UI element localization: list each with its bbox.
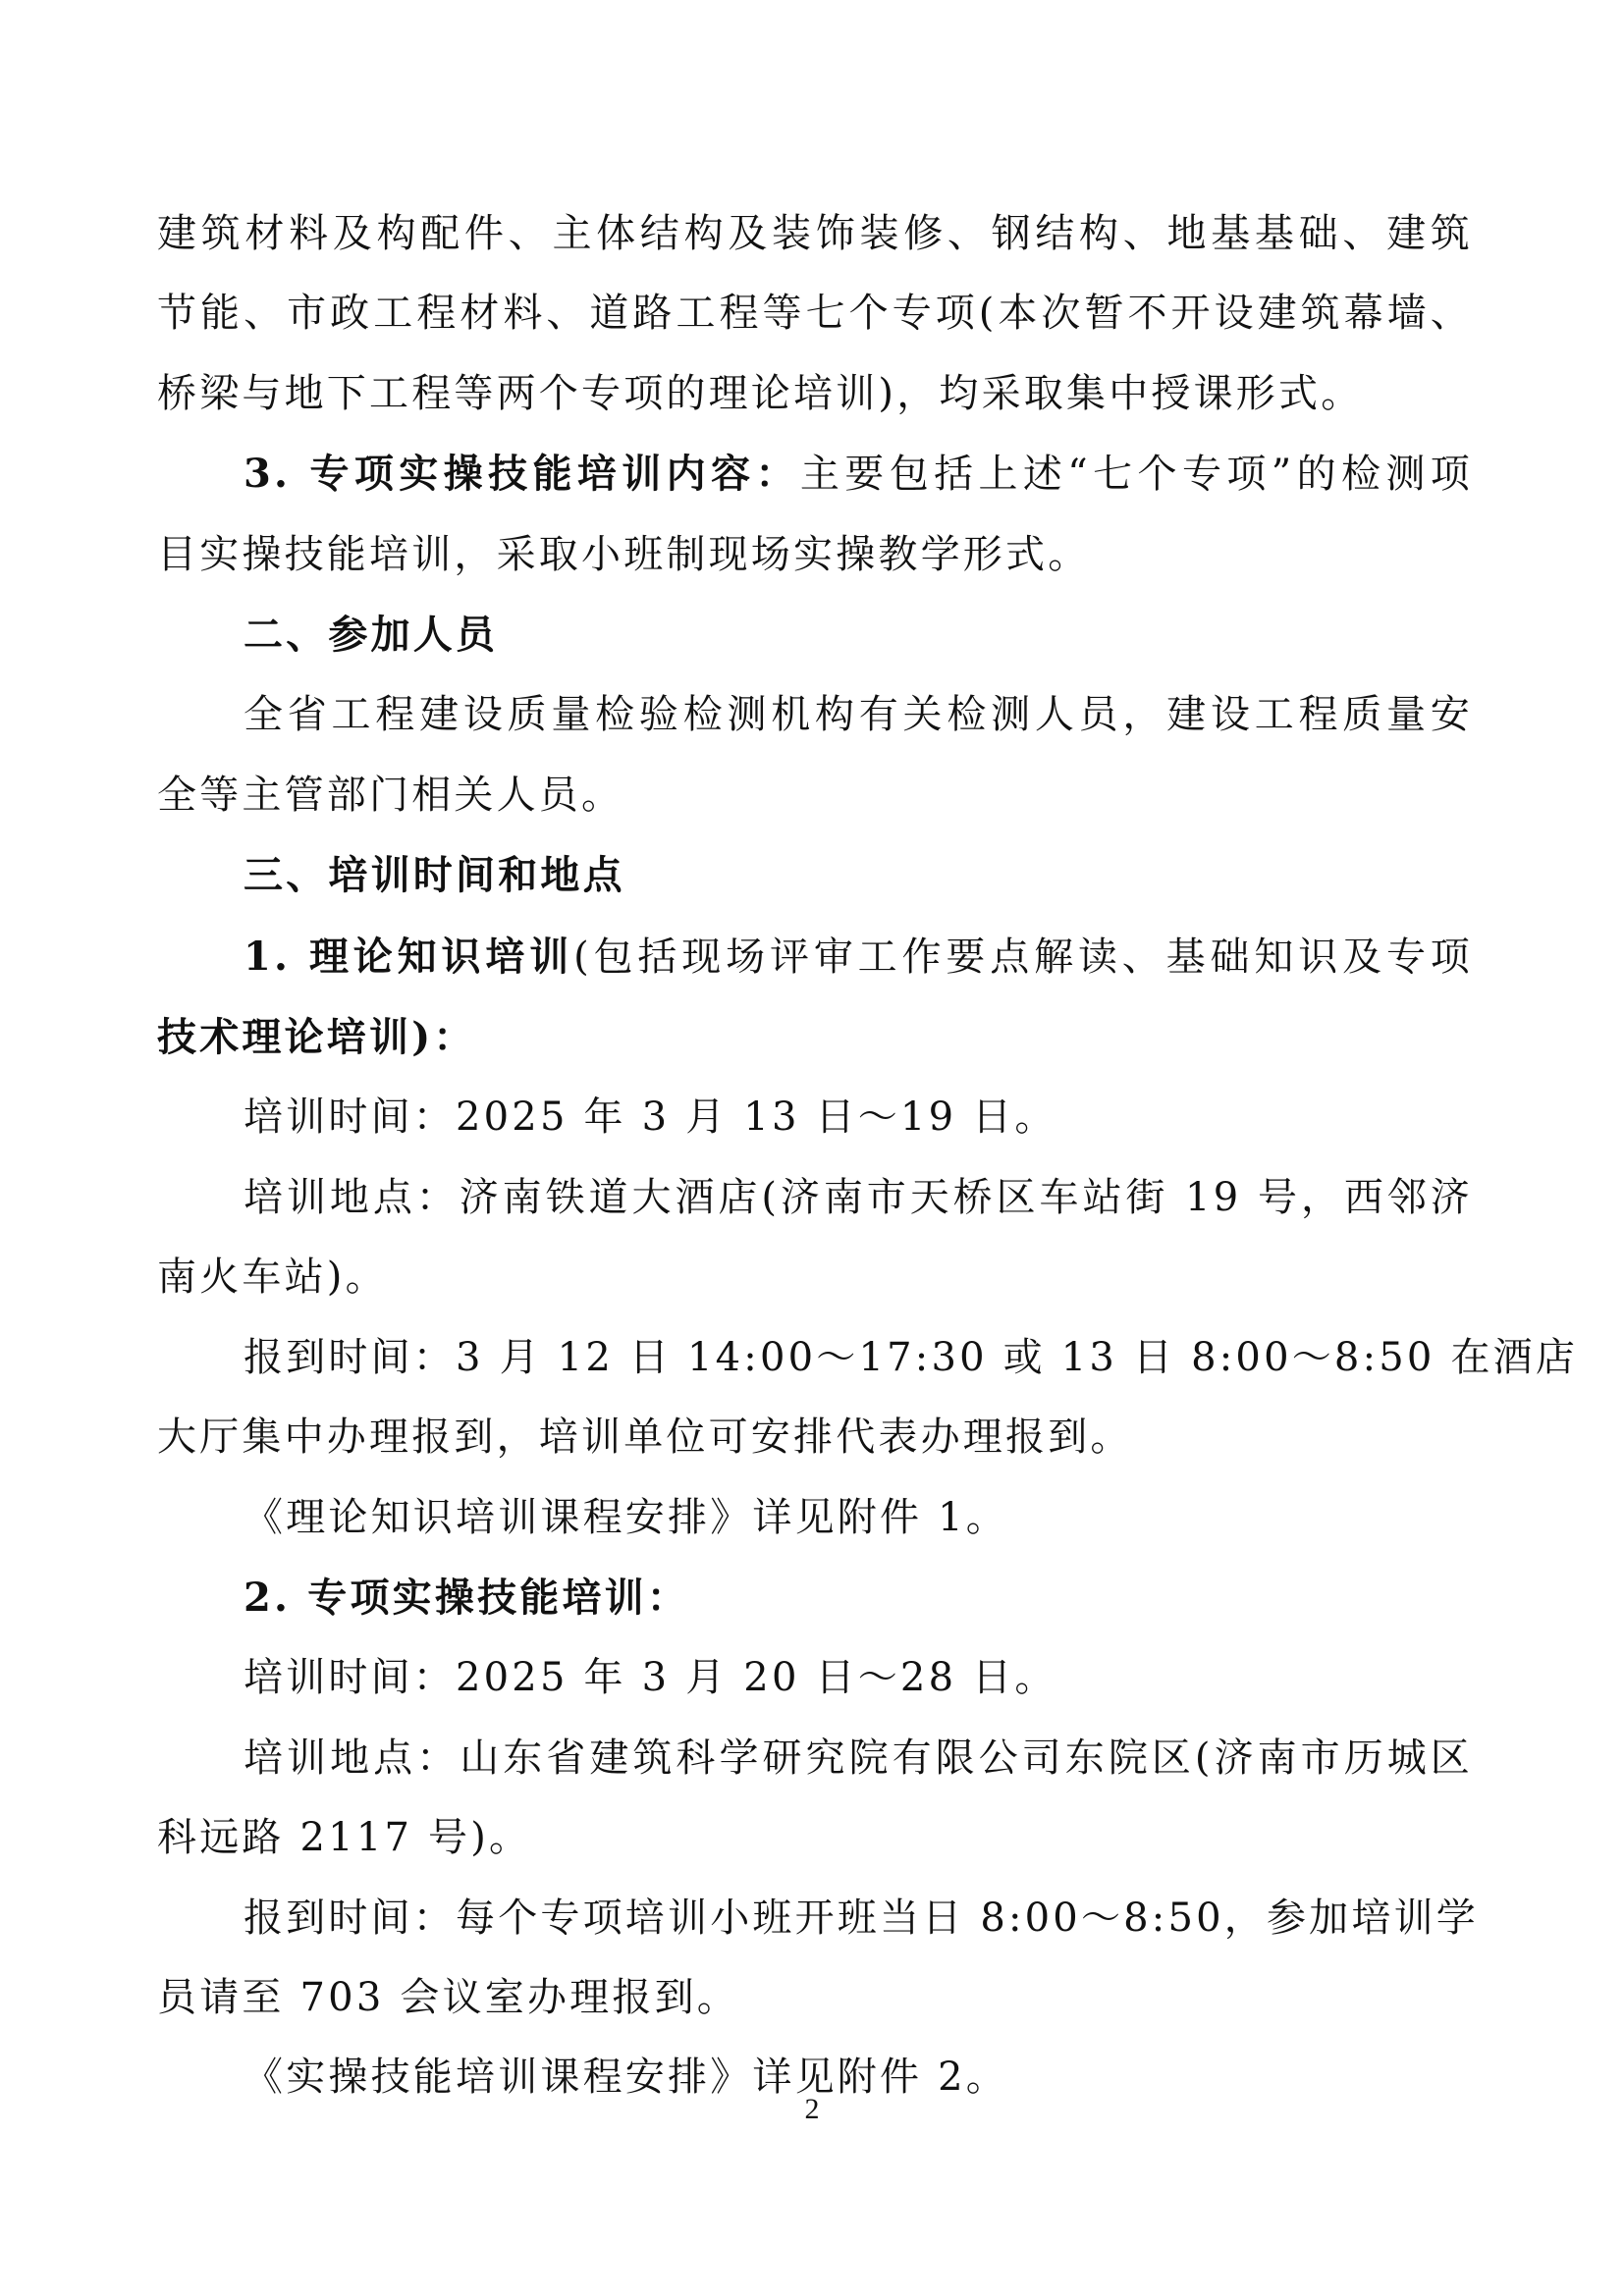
- text-line: [157, 595, 1473, 675]
- text-line: [157, 1078, 1473, 1157]
- text-line: [157, 835, 1473, 916]
- line-text: 建筑材料及构配件、主体结构及装饰装修、钢结构、地基基础、建筑: [157, 211, 1473, 256]
- line-text: 南火车站)。: [157, 1255, 388, 1301]
- line-text: 员请至 703 会议室办理报到。: [157, 1974, 739, 2020]
- line-text: 大厅集中办理报到，培训单位可安排代表办理报到。: [157, 1415, 1133, 1461]
- line-text: (包括现场评审工作要点解读、基础知识及专项: [573, 934, 1473, 980]
- line-text: 培训地点：山东省建筑科学研究院有限公司东院区(济南市历城区: [244, 1735, 1473, 1781]
- line-text: 《实操技能培训课程安排》详见附件 2。: [244, 2055, 1008, 2101]
- text-line: [157, 1638, 1473, 1718]
- line-text: 全等主管部门相关人员。: [157, 772, 624, 818]
- text-line: [157, 1158, 1473, 1238]
- text-line: [157, 434, 1473, 514]
- text-line: [157, 1318, 1579, 1398]
- bold-heading: 三、培训时间和地点: [244, 852, 625, 899]
- line-text: 报到时间：3 月 12 日 14:00～17:30 或 13 日 8:00～8:50 在酒店: [244, 1334, 1579, 1380]
- line-text: 培训时间：2025 年 3 月 13 日～19 日。: [244, 1095, 1057, 1141]
- text-line: [157, 1398, 1473, 1477]
- text-line: [157, 1958, 1473, 2038]
- line-text: 培训时间：2025 年 3 月 20 日～28 日。: [244, 1655, 1057, 1701]
- bold-heading: 2. 专项实操技能培训：: [244, 1574, 690, 1621]
- line-text: 报到时间：每个专项培训小班开班当日 8:00～8:50，参加培训学: [244, 1895, 1479, 1941]
- line-text: 《理论知识培训课程安排》详见附件 1。: [244, 1494, 1008, 1540]
- text-line: [157, 194, 1473, 274]
- text-line: [157, 1238, 1473, 1317]
- line-text: 节能、市政工程材料、道路工程等七个专项(本次暂不开设建筑幕墙、: [157, 291, 1473, 337]
- document-body: [157, 194, 1579, 2118]
- line-text: 桥梁与地下工程等两个专项的理论培训)，均采取集中授课形式。: [157, 370, 1364, 416]
- text-line: [157, 1798, 1473, 1878]
- text-line: [157, 1558, 1473, 1638]
- line-text: 目实操技能培训，采取小班制现场实操教学形式。: [157, 531, 1091, 577]
- text-line: [157, 1478, 1473, 1558]
- text-line: [157, 675, 1473, 755]
- text-line: [157, 1719, 1473, 1798]
- text-line: [157, 756, 1473, 835]
- bold-heading: 3. 专项实操技能培训内容：: [244, 451, 800, 498]
- bold-heading: 二、参加人员: [244, 612, 499, 659]
- page-number: 2: [804, 2093, 820, 2125]
- text-line: [157, 917, 1473, 997]
- bold-heading: 1. 理论知识培训: [244, 933, 574, 980]
- line-text: 科远路 2117 号)。: [157, 1815, 532, 1861]
- text-line: [157, 1879, 1479, 1958]
- line-text: 培训地点：济南铁道大酒店(济南市天桥区车站街 19 号，西邻济: [244, 1174, 1473, 1220]
- text-line: [157, 515, 1473, 595]
- text-line: [157, 354, 1473, 434]
- text-line: [157, 274, 1473, 353]
- text-line: [157, 997, 1473, 1078]
- line-text: 全省工程建设质量检验检测机构有关检测人员，建设工程质量安: [244, 692, 1473, 738]
- line-text: 主要包括上述“七个专项”的检测项: [799, 452, 1473, 498]
- bold-heading: 技术理论培训)：: [157, 1014, 476, 1061]
